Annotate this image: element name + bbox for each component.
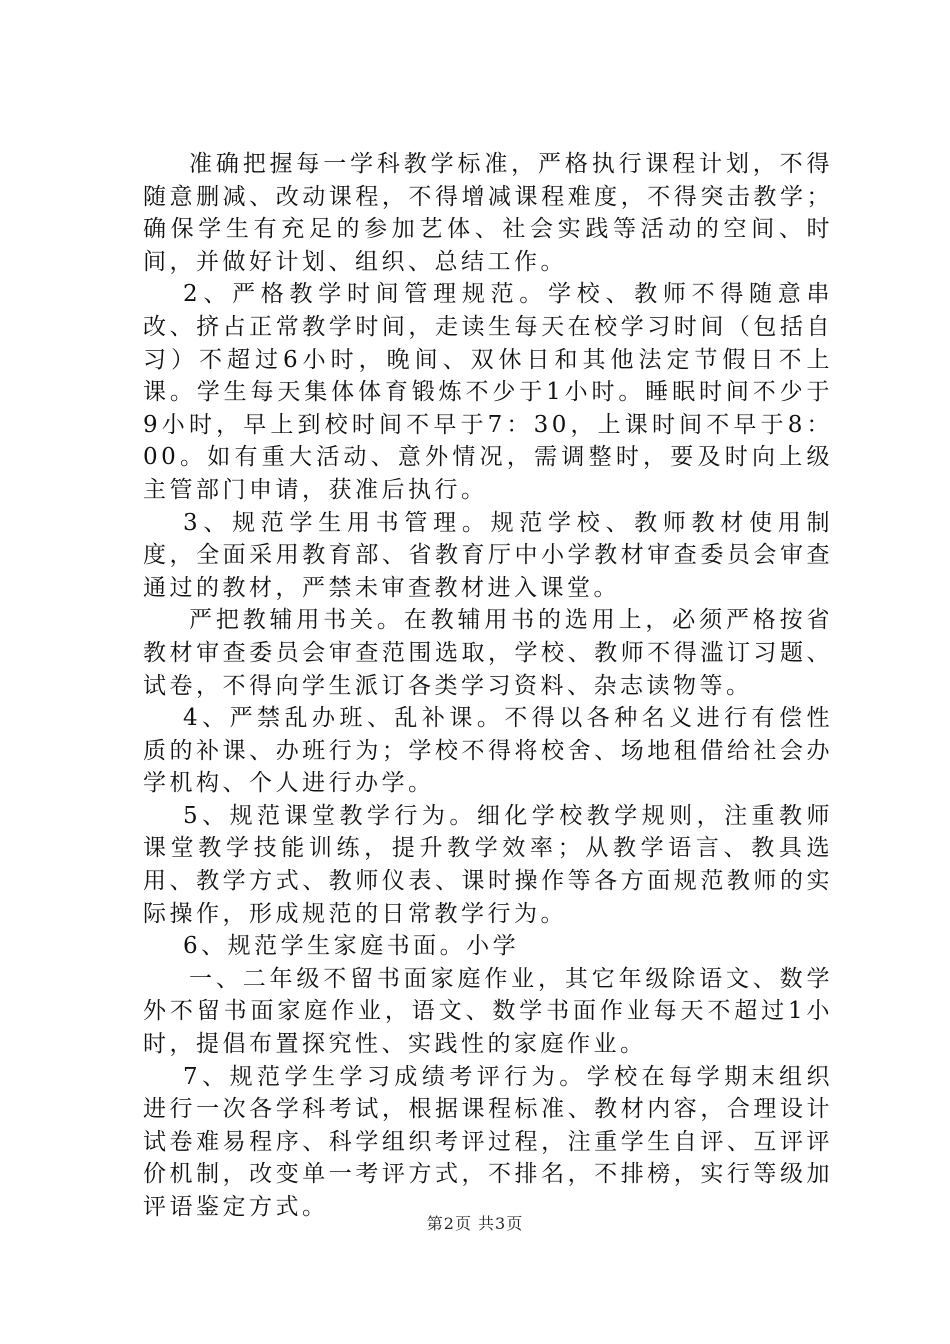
paragraph-supplementary-books: 严把教辅用书关。在教辅用书的选用上，必须严格按省教材审查委员会审查范围选取，学校、教师不得滥订习题、试卷，不得向学生派订各类学习资料、杂志读物等。 <box>143 607 833 699</box>
paragraph-teaching-time: 2、严格教学时间管理规范。学校、教师不得随意串改、挤占正常教学时间，走读生每天在校学习时间（包括自习）不超过6小时，晚间、双休日和其他法定节假日不上课。学生每天集体体育锻炼不少于1小时。睡眠时间不少于9小时，早上到校时间不早于7：30，上课时间不早于8：00。如有重大活动、意外情况，需调整时，要及时向上级主管部门申请，获准后执行。 <box>143 281 833 503</box>
paragraph-no-extra-classes: 4、严禁乱办班、乱补课。不得以各种名义进行有偿性质的补课、办班行为；学校不得将校舍、场地租借给社会办学机构、个人进行办学。 <box>143 705 833 797</box>
document-body <box>143 148 833 1224</box>
paragraph-curriculum: 准确把握每一学科教学标准，严格执行课程计划，不得随意删减、改动课程，不得增减课程难度，不得突击教学；确保学生有充足的参加艺体、社会实践等活动的空间、时间，并做好计划、组织、总结工作。 <box>143 151 833 275</box>
page-footer: 第2页 共3页 <box>426 1214 524 1233</box>
paragraph-homework-rules: 一、二年级不留书面家庭作业，其它年级除语文、数学外不留书面家庭作业，语文、数学书面作业每天不超过1小时，提倡布置探究性、实践性的家庭作业。 <box>143 965 833 1058</box>
paragraph-textbook-management: 3、规范学生用书管理。规范学校、教师教材使用制度，全面采用教育部、省教育厅中小学教材审查委员会审查通过的教材，严禁未审查教材进入课堂。 <box>143 509 833 601</box>
paragraph-homework-heading: 6、规范学生家庭书面。小学 <box>183 933 520 960</box>
paragraph-assessment: 7、规范学生学习成绩考评行为。学校在每学期末组织进行一次各学科考试，根据课程标准、教材内容，合理设计试卷难易程序、科学组织考评过程，注重学生自评、互评评价机制，改变单一考评方式，不排名，不排榜，实行等级加评语鉴定方式。 <box>143 1063 833 1220</box>
paragraph-classroom-behavior: 5、规范课堂教学行为。细化学校教学规则，注重教师课堂教学技能训练，提升教学效率；从教学语言、教具选用、教学方式、教师仪表、课时操作等各方面规范教师的实际操作，形成规范的日常教学行为。 <box>143 802 833 927</box>
